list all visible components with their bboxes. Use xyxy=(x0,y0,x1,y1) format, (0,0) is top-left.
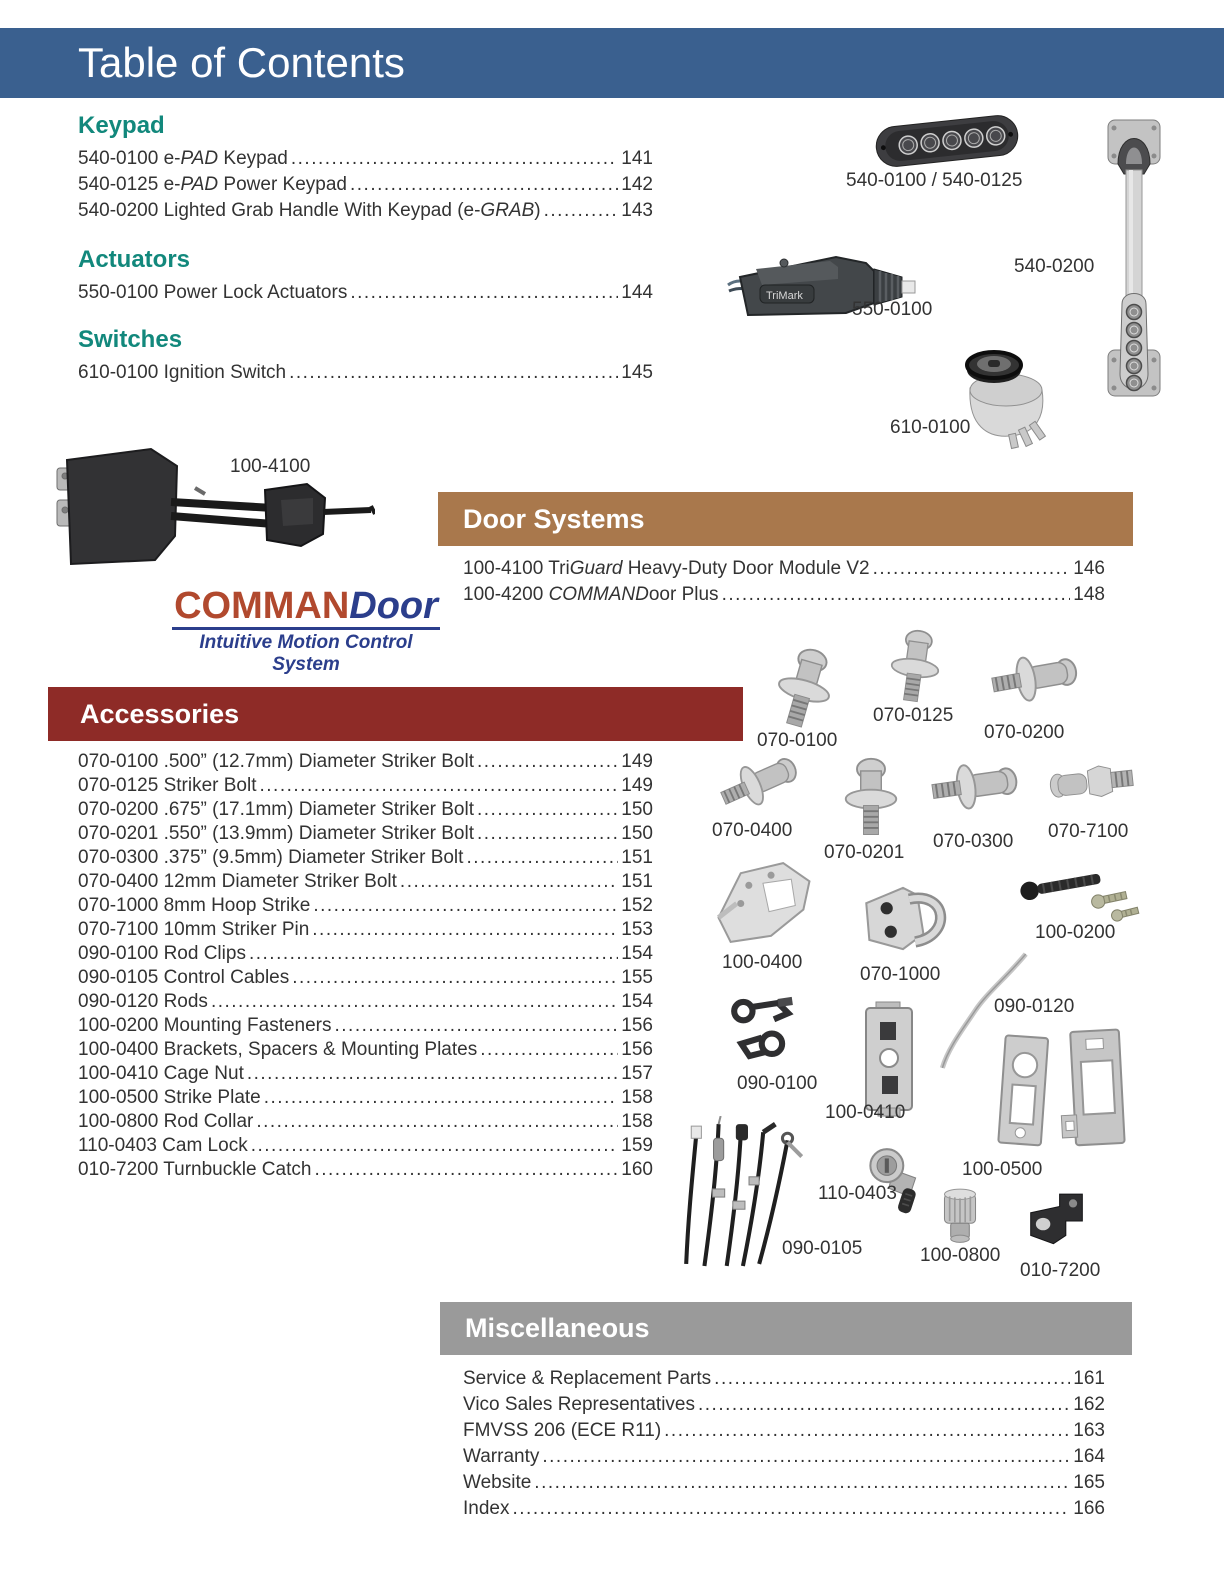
toc-list-switches xyxy=(78,360,653,386)
toc-row xyxy=(78,1158,653,1182)
toc-item-label: 610-0100 Ignition Switch xyxy=(78,362,287,383)
door-module-product-image xyxy=(55,440,375,580)
toc-page-number: 158 xyxy=(621,1111,653,1132)
toc-row xyxy=(78,1038,653,1062)
toc-dot-leader xyxy=(211,990,618,1014)
toc-item-label: 070-1000 8mm Hoop Strike xyxy=(78,895,311,916)
part-label-grab-handle: 540-0200 xyxy=(1014,256,1095,277)
toc-row xyxy=(78,918,653,942)
toc-page-number: 152 xyxy=(621,895,653,916)
toc-row xyxy=(78,1134,653,1158)
toc-list-accessories xyxy=(78,750,653,1182)
toc-page-number: 153 xyxy=(621,919,653,940)
toc-page-number: 148 xyxy=(1073,584,1105,605)
toc-page-number: 155 xyxy=(621,967,653,988)
toc-row xyxy=(78,894,653,918)
section-heading-door-systems: Door Systems xyxy=(463,504,645,534)
toc-row xyxy=(78,846,653,870)
toc-dot-leader xyxy=(312,918,618,942)
hoop-strike-070-1000-image xyxy=(852,880,954,958)
toc-row xyxy=(78,774,653,798)
toc-row xyxy=(463,1496,1105,1522)
toc-page-number: 145 xyxy=(621,362,653,383)
toc-item-label: 010-7200 Turnbuckle Catch xyxy=(78,1159,312,1180)
toc-item-label: 090-0120 Rods xyxy=(78,991,208,1012)
toc-row xyxy=(78,172,653,198)
part-label-010-7200: 010-7200 xyxy=(1020,1260,1101,1281)
striker-bolt-070-0300-image xyxy=(925,758,1020,820)
toc-item-label: 100-4100 TriGuard Heavy-Duty Door Module V2 xyxy=(463,558,870,579)
striker-pin-070-7100-image xyxy=(1045,760,1137,814)
toc-item-label: 070-0200 .675” (17.1mm) Diameter Striker Bolt xyxy=(78,799,474,820)
strike-plate-100-0500-image xyxy=(990,1026,1142,1154)
toc-page-number: 149 xyxy=(621,775,653,796)
commandoor-logo-wordmark xyxy=(168,586,444,626)
toc-row xyxy=(78,798,653,822)
section-heading-switches: Switches xyxy=(78,326,183,353)
toc-list-door-systems xyxy=(463,556,1105,608)
toc-dot-leader xyxy=(714,1366,1070,1392)
rod-clips-090-0100-image xyxy=(725,990,827,1068)
part-label-070-7100: 070-7100 xyxy=(1048,821,1129,842)
part-label-keypad-group: 540-0100 / 540-0125 xyxy=(846,170,1023,191)
page-title: Table of Contents xyxy=(78,39,405,86)
part-label-100-0500: 100-0500 xyxy=(962,1159,1043,1180)
toc-dot-leader xyxy=(314,1158,618,1182)
toc-item-label: 090-0105 Control Cables xyxy=(78,967,290,988)
toc-page-number: 156 xyxy=(621,1015,653,1036)
toc-row xyxy=(78,942,653,966)
toc-page-number: 154 xyxy=(621,991,653,1012)
toc-dot-leader xyxy=(350,280,618,306)
toc-item-label: Index xyxy=(463,1498,510,1519)
toc-item-label: 550-0100 Power Lock Actuators xyxy=(78,282,348,303)
toc-row xyxy=(78,198,653,224)
toc-page-number: 162 xyxy=(1073,1394,1105,1415)
part-label-070-0300: 070-0300 xyxy=(933,831,1014,852)
part-label-actuator: 550-0100 xyxy=(852,299,933,320)
toc-page-number: 144 xyxy=(621,282,653,303)
rod-collar-100-0800-image xyxy=(938,1186,982,1246)
toc-row xyxy=(463,1418,1105,1444)
toc-dot-leader xyxy=(873,556,1071,582)
logo-text-comman: COMMAN xyxy=(174,585,350,627)
toc-item-label: 110-0403 Cam Lock xyxy=(78,1135,248,1156)
toc-item-label: FMVSS 206 (ECE R11) xyxy=(463,1420,662,1441)
part-label-070-0100: 070-0100 xyxy=(757,730,838,751)
grab-handle-product-image xyxy=(1098,112,1170,404)
commandoor-logo xyxy=(168,586,444,676)
toc-dot-leader xyxy=(292,966,618,990)
toc-item-label: 100-0400 Brackets, Spacers & Mounting Plates xyxy=(78,1039,478,1060)
toc-page-number: 141 xyxy=(621,148,653,169)
toc-item-label: Vico Sales Representatives xyxy=(463,1394,695,1415)
toc-row xyxy=(78,1014,653,1038)
toc-page-number: 154 xyxy=(621,943,653,964)
section-heading-accessories: Accessories xyxy=(80,699,240,729)
toc-dot-leader xyxy=(313,894,618,918)
bracket-100-0400-image xyxy=(710,855,822,951)
toc-item-label: Website xyxy=(463,1472,532,1493)
toc-page-number: 158 xyxy=(621,1087,653,1108)
toc-dot-leader xyxy=(722,582,1071,608)
toc-row xyxy=(78,1110,653,1134)
toc-dot-leader xyxy=(512,1496,1070,1522)
toc-page-number: 150 xyxy=(621,823,653,844)
part-label-070-0400: 070-0400 xyxy=(712,820,793,841)
toc-page-number: 149 xyxy=(621,751,653,772)
part-label-ignition: 610-0100 xyxy=(890,417,971,438)
toc-dot-leader xyxy=(249,942,618,966)
toc-row xyxy=(78,966,653,990)
toc-page-number: 156 xyxy=(621,1039,653,1060)
toc-row xyxy=(78,822,653,846)
section-heading-actuators: Actuators xyxy=(78,246,191,273)
toc-item-label: 100-4200 COMMANDoor Plus xyxy=(463,584,719,605)
toc-dot-leader xyxy=(477,798,618,822)
toc-item-label: 100-0410 Cage Nut xyxy=(78,1063,244,1084)
toc-dot-leader xyxy=(335,1014,619,1038)
striker-bolt-070-0200-image xyxy=(985,650,1080,712)
logo-underline xyxy=(172,627,440,630)
part-label-070-1000: 070-1000 xyxy=(860,964,941,985)
toc-dot-leader xyxy=(544,198,619,224)
toc-page-number: 161 xyxy=(1073,1368,1105,1389)
toc-dot-leader xyxy=(480,1038,618,1062)
toc-page-number: 146 xyxy=(1073,558,1105,579)
toc-page-number: 166 xyxy=(1073,1498,1105,1519)
toc-page-number: 142 xyxy=(621,174,653,195)
toc-page-number: 151 xyxy=(621,871,653,892)
toc-dot-leader xyxy=(291,146,618,172)
toc-page-number: 157 xyxy=(621,1063,653,1084)
toc-row xyxy=(78,990,653,1014)
toc-row xyxy=(78,1086,653,1110)
toc-item-label: 540-0100 e-PAD Keypad xyxy=(78,148,288,169)
toc-page-number: 164 xyxy=(1073,1446,1105,1467)
toc-item-label: 070-7100 10mm Striker Pin xyxy=(78,919,310,940)
toc-dot-leader xyxy=(534,1470,1070,1496)
part-label-100-0410: 100-0410 xyxy=(825,1102,906,1123)
toc-item-label: 070-0201 .550” (13.9mm) Diameter Striker Bolt xyxy=(78,823,474,844)
toc-item-label: 100-0500 Strike Plate xyxy=(78,1087,261,1108)
section-heading-keypad: Keypad xyxy=(78,112,165,139)
toc-page-number: 165 xyxy=(1073,1472,1105,1493)
section-switches xyxy=(78,326,653,386)
section-keypad xyxy=(78,112,653,224)
part-label-090-0120: 090-0120 xyxy=(994,996,1075,1017)
toc-row xyxy=(78,750,653,774)
part-label-070-0200: 070-0200 xyxy=(984,722,1065,743)
toc-row xyxy=(78,146,653,172)
section-bar-miscellaneous xyxy=(440,1302,1132,1355)
section-bar-accessories xyxy=(48,687,743,741)
toc-row xyxy=(463,556,1105,582)
part-label-door-module: 100-4100 xyxy=(230,456,311,477)
toc-item-label: 070-0100 .500” (12.7mm) Diameter Striker Bolt xyxy=(78,751,474,772)
toc-item-label: 070-0400 12mm Diameter Striker Bolt xyxy=(78,871,397,892)
section-bar-door-systems xyxy=(438,492,1133,546)
toc-item-label: Service & Replacement Parts xyxy=(463,1368,712,1389)
actuator-brand-text: TriMark xyxy=(766,290,803,302)
toc-dot-leader xyxy=(477,750,618,774)
logo-text-door: Door xyxy=(349,585,438,627)
toc-dot-leader xyxy=(698,1392,1070,1418)
toc-row xyxy=(78,870,653,894)
toc-list-actuators xyxy=(78,280,653,306)
toc-row xyxy=(463,1444,1105,1470)
toc-item-label: 090-0100 Rod Clips xyxy=(78,943,246,964)
striker-bolt-070-0125-image xyxy=(882,628,948,708)
toc-page-number: 160 xyxy=(621,1159,653,1180)
toc-row xyxy=(463,1366,1105,1392)
toc-page-number: 159 xyxy=(621,1135,653,1156)
toc-dot-leader xyxy=(247,1062,618,1086)
part-label-070-0125: 070-0125 xyxy=(873,705,954,726)
toc-dot-leader xyxy=(664,1418,1070,1444)
page-header-bar xyxy=(0,28,1224,98)
section-heading-miscellaneous: Miscellaneous xyxy=(465,1313,650,1343)
toc-dot-leader xyxy=(251,1134,619,1158)
part-label-100-0800: 100-0800 xyxy=(920,1245,1001,1266)
toc-dot-leader xyxy=(264,1086,619,1110)
toc-page-number: 143 xyxy=(621,200,653,221)
part-label-090-0100: 090-0100 xyxy=(737,1073,818,1094)
toc-dot-leader xyxy=(477,822,618,846)
toc-item-label: Warranty xyxy=(463,1446,540,1467)
toc-page-number: 150 xyxy=(621,799,653,820)
cage-nut-100-0410-image xyxy=(858,1000,920,1118)
section-actuators xyxy=(78,246,653,306)
part-label-090-0105: 090-0105 xyxy=(782,1238,863,1259)
toc-list-miscellaneous xyxy=(463,1366,1105,1522)
toc-row xyxy=(463,1470,1105,1496)
part-label-100-0400: 100-0400 xyxy=(722,952,803,973)
striker-bolt-070-0201-image xyxy=(840,756,902,842)
striker-bolt-070-0400-image xyxy=(714,752,802,820)
toc-list-keypad xyxy=(78,146,653,224)
keypad-product-image xyxy=(872,112,1022,170)
toc-row xyxy=(78,1062,653,1086)
toc-row xyxy=(78,280,653,306)
toc-dot-leader xyxy=(256,1110,618,1134)
toc-dot-leader xyxy=(260,774,619,798)
toc-row xyxy=(78,360,653,386)
logo-tagline: Intuitive Motion Control System xyxy=(199,632,413,675)
fasteners-100-0200-image xyxy=(1012,860,1140,922)
toc-item-label: 100-0800 Rod Collar xyxy=(78,1111,254,1132)
toc-row xyxy=(463,582,1105,608)
toc-dot-leader xyxy=(400,870,618,894)
toc-item-label: 540-0200 Lighted Grab Handle With Keypad (e-GRAB) xyxy=(78,200,541,221)
part-label-070-0201: 070-0201 xyxy=(824,842,905,863)
toc-row xyxy=(463,1392,1105,1418)
toc-item-label: 070-0300 .375” (9.5mm) Diameter Striker Bolt xyxy=(78,847,464,868)
turnbuckle-catch-010-7200-image xyxy=(1022,1190,1090,1254)
toc-dot-leader xyxy=(350,172,618,198)
toc-dot-leader xyxy=(542,1444,1070,1470)
part-label-110-0403: 110-0403 xyxy=(818,1183,897,1204)
toc-item-label: 070-0125 Striker Bolt xyxy=(78,775,257,796)
toc-item-label: 540-0125 e-PAD Power Keypad xyxy=(78,174,347,195)
toc-dot-leader xyxy=(289,360,618,386)
striker-bolt-070-0100-image xyxy=(768,646,840,734)
part-label-100-0200: 100-0200 xyxy=(1035,922,1116,943)
toc-dot-leader xyxy=(466,846,618,870)
toc-item-label: 100-0200 Mounting Fasteners xyxy=(78,1015,332,1036)
toc-page-number: 163 xyxy=(1073,1420,1105,1441)
toc-page-number: 151 xyxy=(621,847,653,868)
